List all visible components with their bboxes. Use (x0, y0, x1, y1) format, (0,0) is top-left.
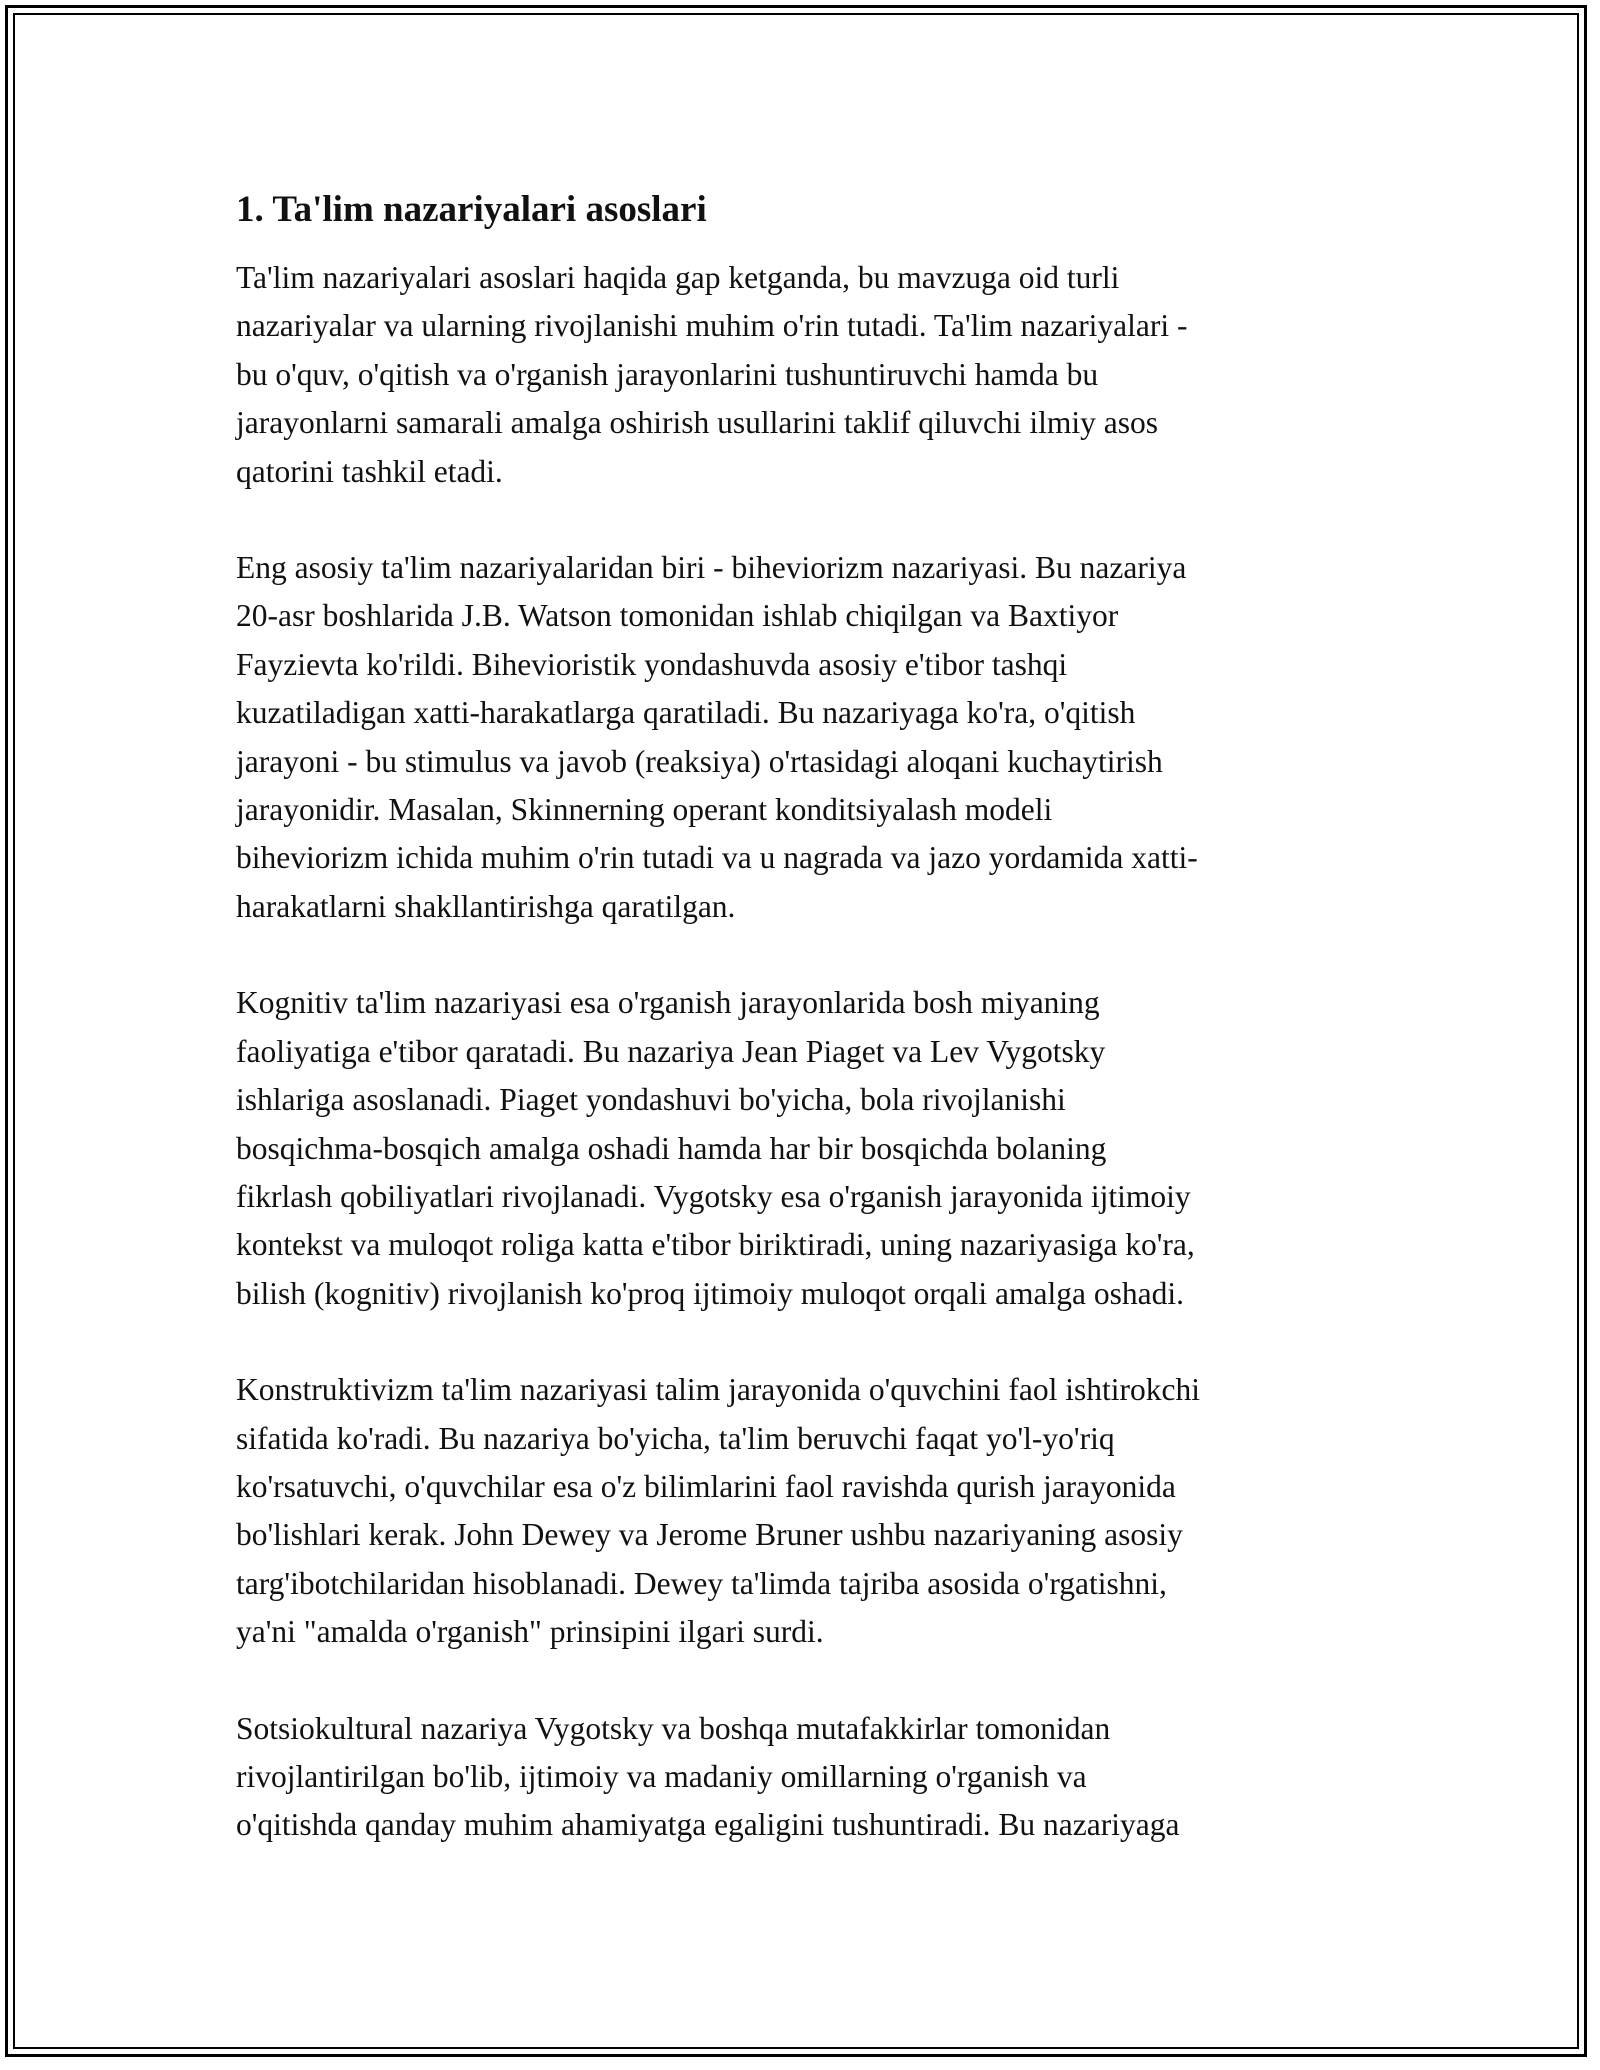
text-line: biheviorizm ichida muhim o'rin tutadi va u nagrada va jazo yordamida xatti- (236, 840, 1198, 876)
text-line: bo'lishlari kerak. John Dewey va Jerome Bruner ushbu nazariyaning asosiy (236, 1517, 1183, 1553)
text-line: jarayoni - bu stimulus va javob (reaksiya) o'rtasidagi aloqani kuchaytirish (236, 743, 1163, 779)
text-line: kontekst va muloqot roliga katta e'tibor biriktiradi, uning nazariyasiga ko'ra, (236, 1227, 1195, 1263)
text-line: nazariyalar va ularning rivojlanishi muhim o'rin tutadi. Ta'lim nazariyalari - (236, 308, 1188, 344)
text-line: jarayonlarni samarali amalga oshirish usullarini taklif qiluvchi ilmiy asos (236, 405, 1159, 441)
text-line: kuzatiladigan xatti-harakatlarga qaratiladi. Bu nazariyaga ko'ra, o'qitish (236, 695, 1136, 731)
text-line: bu o'quv, o'qitish va o'rganish jarayonlarini tushuntiruvchi hamda bu (236, 356, 1099, 392)
text-line: 20-asr boshlarida J.B. Watson tomonidan ishlab chiqilgan va Baxtiyor (236, 598, 1119, 634)
text-line: jarayonidir. Masalan, Skinnerning operant konditsiyalash modeli (236, 792, 1053, 828)
body-paragraph (236, 254, 1366, 496)
body-paragraph (236, 1366, 1366, 1656)
section-heading: 1. Ta'lim nazariyalari asoslari (236, 189, 707, 230)
text-line: Ta'lim nazariyalari asoslari haqida gap ketganda, bu mavzuga oid turli (236, 260, 1120, 295)
body-paragraph (236, 1705, 1366, 1850)
body-paragraph (236, 544, 1366, 931)
text-line: sifatida ko'radi. Bu nazariya bo'yicha, ta'lim beruvchi faqat yo'l-yo'riq (236, 1420, 1115, 1456)
text-line: o'qitishda qanday muhim ahamiyatga egaligini tushuntiradi. Bu nazariyaga (236, 1807, 1180, 1843)
document-body (236, 186, 1366, 1898)
paragraph-container (236, 254, 1366, 1850)
body-paragraph (236, 979, 1366, 1318)
text-line: ishlariga asoslanadi. Piaget yondashuvi bo'yicha, bola rivojlanishi (236, 1082, 1066, 1118)
text-line: harakatlarni shakllantirishga qaratilgan. (236, 888, 736, 924)
text-line: qatorini tashkil etadi. (236, 453, 503, 489)
text-line: Sotsiokultural nazariya Vygotsky va boshqa mutafakkirlar tomonidan (236, 1710, 1111, 1746)
text-line: bilish (kognitiv) rivojlanish ko'proq ijtimoiy muloqot orqali amalga oshadi. (236, 1275, 1184, 1311)
text-line: Konstruktivizm ta'lim nazariyasi talim jarayonida o'quvchini faol ishtirokchi (236, 1372, 1200, 1408)
text-line: targ'ibotchilaridan hisoblanadi. Dewey ta'limda tajriba asosida o'rgatishni, (236, 1565, 1167, 1601)
text-line: faoliyatiga e'tibor qaratadi. Bu nazariya Jean Piaget va Lev Vygotsky (236, 1033, 1106, 1069)
text-line: fikrlash qobiliyatlari rivojlanadi. Vygotsky esa o'rganish jarayonida ijtimoiy (236, 1178, 1191, 1214)
text-line: Fayzievta ko'rildi. Bihevioristik yondashuvda asosiy e'tibor tashqi (236, 646, 1068, 682)
text-line: Kognitiv ta'lim nazariyasi esa o'rganish jarayonlarida bosh miyaning (236, 985, 1100, 1021)
text-line: ya'ni "amalda o'rganish" prinsipini ilgari surdi. (236, 1614, 824, 1650)
text-line: Eng asosiy ta'lim nazariyalaridan biri - biheviorizm nazariyasi. Bu nazariya (236, 550, 1187, 586)
text-line: bosqichma-bosqich amalga oshadi hamda har bir bosqichda bolaning (236, 1130, 1107, 1166)
text-line: ko'rsatuvchi, o'quvchilar esa o'z bilimlarini faol ravishda qurish jarayonida (236, 1468, 1176, 1504)
text-line: rivojlantirilgan bo'lib, ijtimoiy va madaniy omillarning o'rganish va (236, 1758, 1087, 1794)
